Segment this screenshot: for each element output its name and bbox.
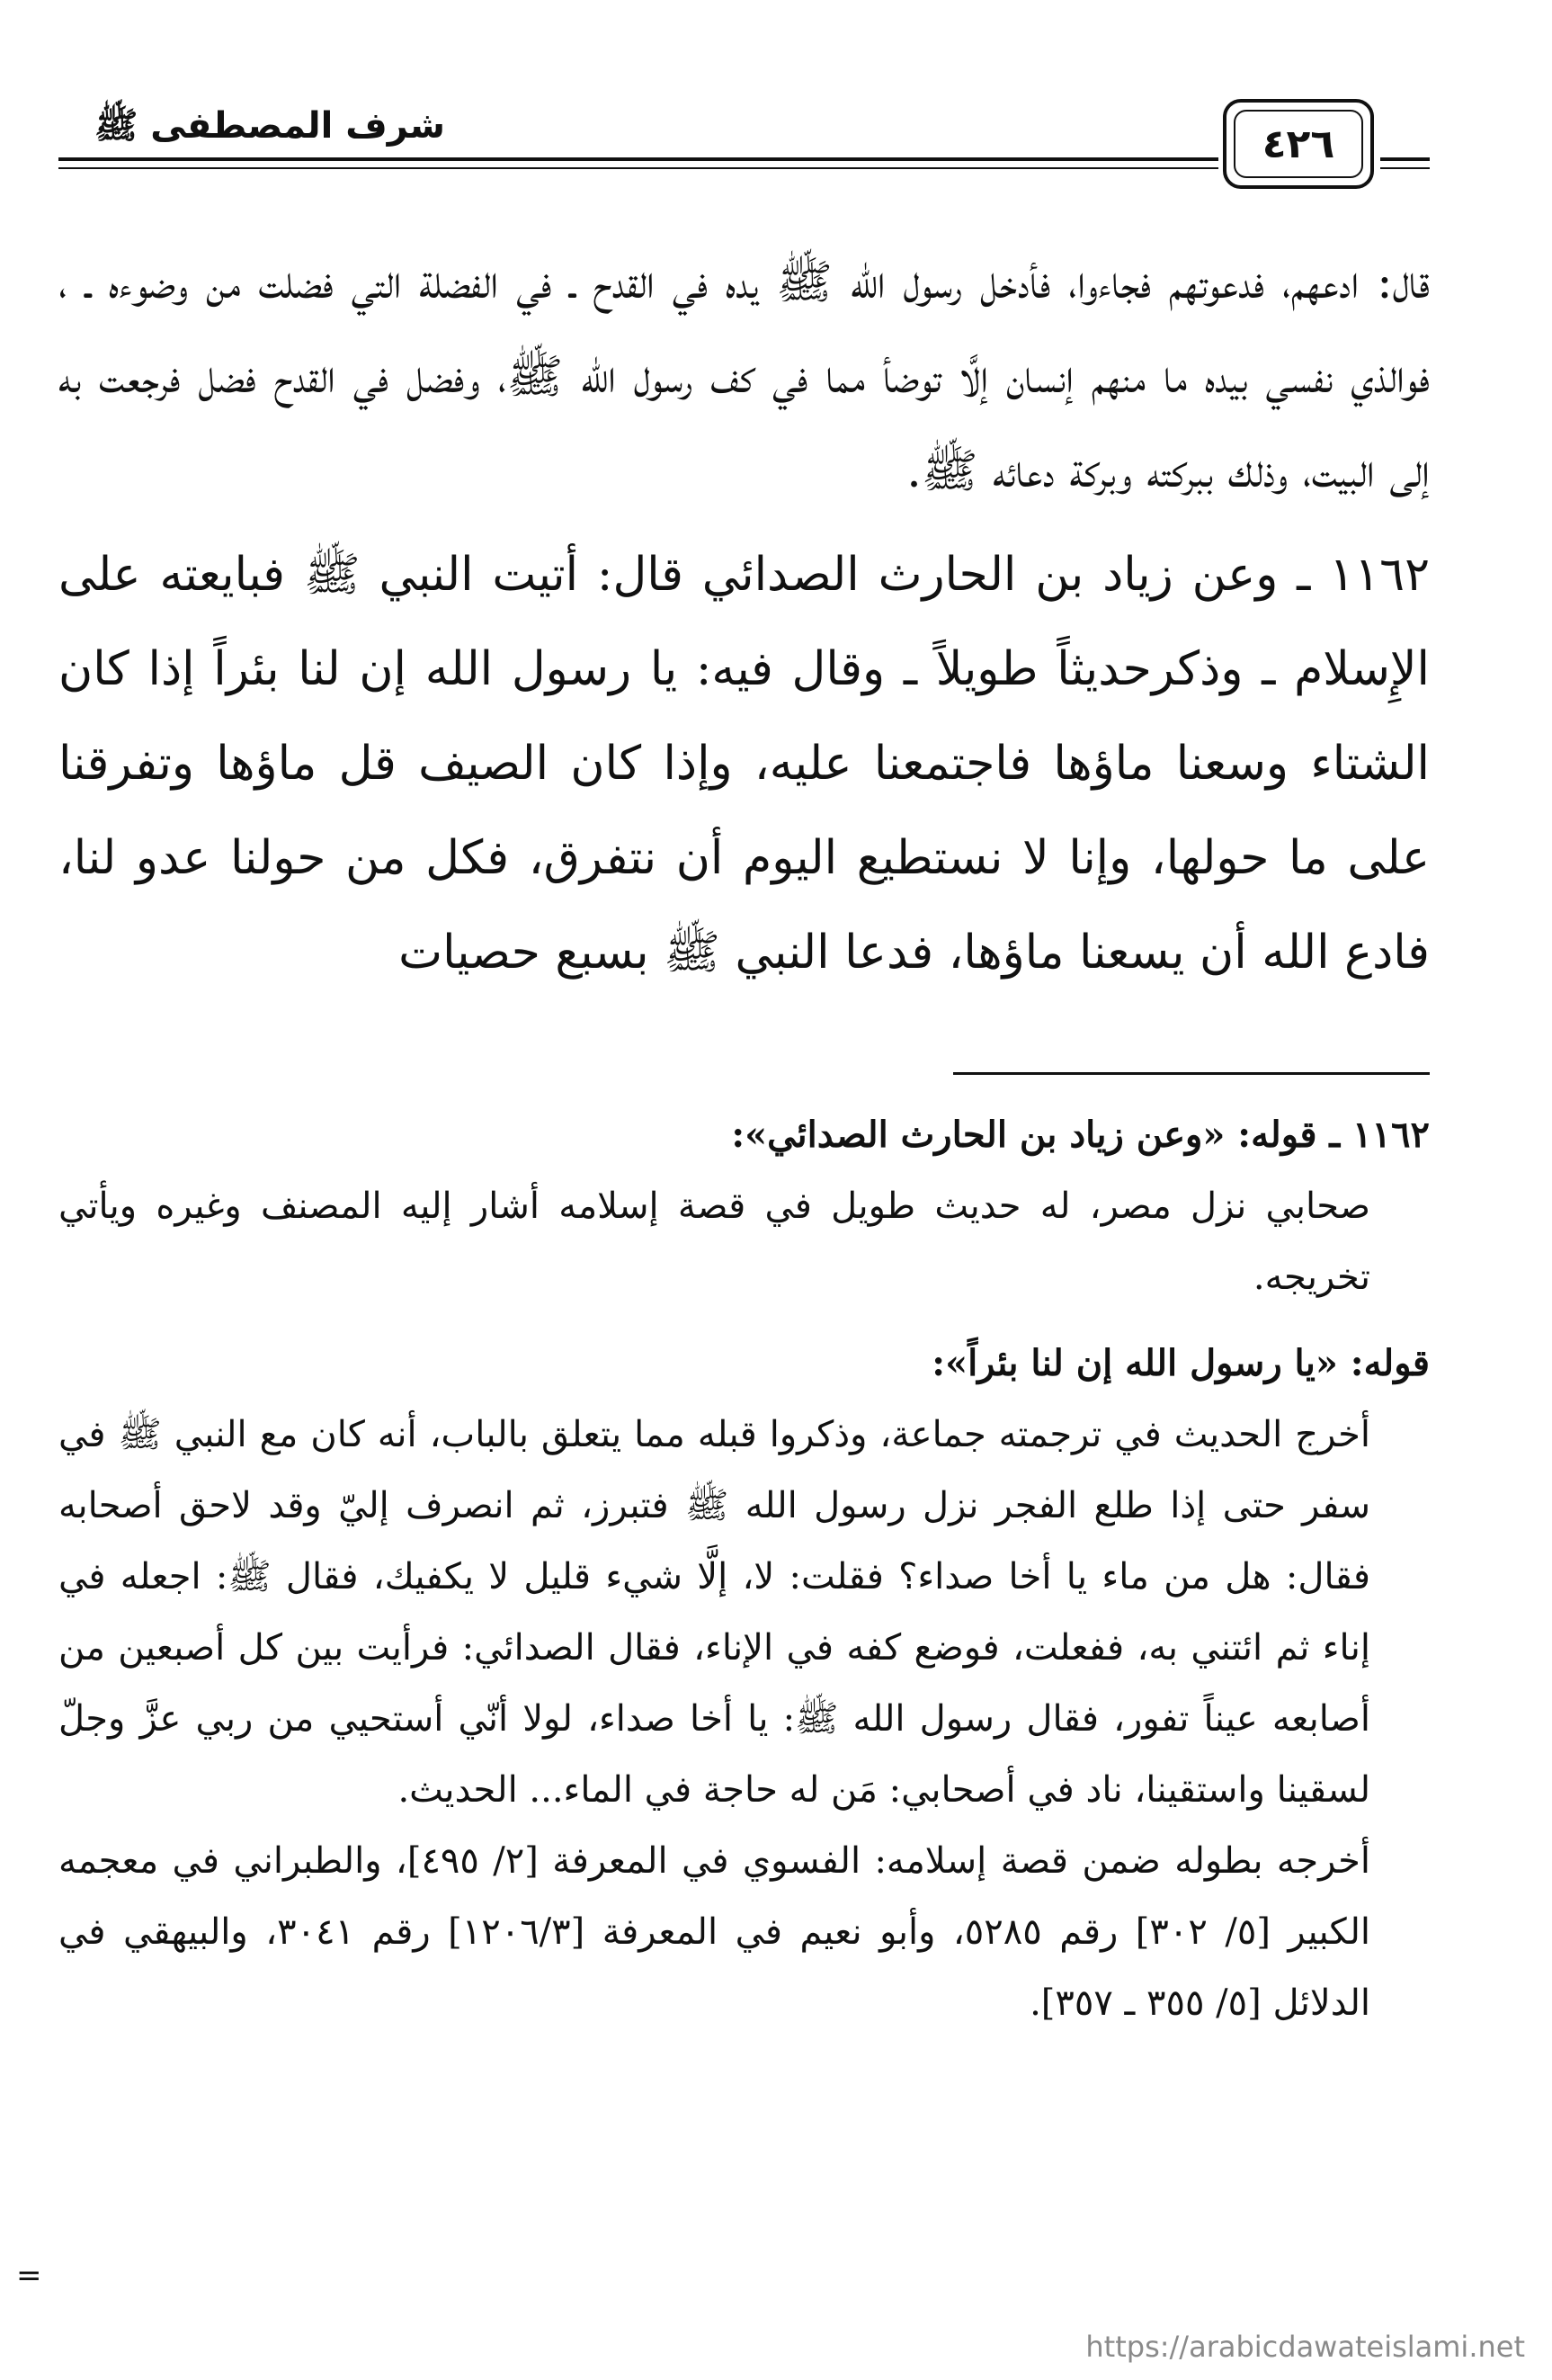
- header-rule-right-thin: [1380, 167, 1430, 169]
- main-paragraph-2: ١١٦٢ ـ وعن زياد بن الحارث الصدائي قال: أتيت النبي ﷺ فبايعته على الإِسلام ـ وذكرحديثاً طويلاً ـ وقال فيه: يا رسول الله إن لنا بئراً إذا كان الشتاء وسعنا ماؤها فاجتمعنا عليه، وإذا كان الصيف قل ماؤها وتفرقنا على ما حولها، وإنا لا نستطيع اليوم أن نتفرق، فكل من حولنا عدو لنا، فادع الله أن يسعنا ماؤها، فدعا النبي ﷺ بسبع حصيات: [58, 548, 1430, 980]
- book-title: شرف المصطفى ﷺ: [94, 105, 445, 147]
- footnote-separator: [953, 1072, 1430, 1075]
- footnote-3-body: أخرجه بطوله ضمن قصة إسلامه: الفسوي في المعرفة [٢/ ٤٩٥]، والطبراني في معجمه الكبير [٥/ ٣٠٢] رقم ٥٢٨٥، وأبو نعيم في المعرفة [١٢٠٦/٣] رقم ٣٠٤١، والبيهقي في الدلائل [٥/ ٣٥٥ ـ ٣٥٧].: [58, 1840, 1371, 2024]
- page-number-frame: [1223, 99, 1374, 189]
- footnote-2-body: أخرج الحديث في ترجمته جماعة، وذكروا قبله مما يتعلق بالباب، أنه كان مع النبي ﷺ في سفر حتى إذا طلع الفجر نزل رسول الله ﷺ فتبرز، ثم انصرف إليّ وقد لاحق أصحابه فقال: هل من ماء يا أخا صداء؟ فقلت: لا، إلَّا شيء قليل لا يكفيك، فقال ﷺ: اجعله في إناء ثم ائتني به، ففعلت، فوضع كفه في الإناء، فقال الصدائي: فرأيت بين كل أصبعين من أصابعه عيناً تفور، فقال رسول الله ﷺ: يا أخا صداء، لولا أنّي أستحيي من ربي عزَّ وجلّ لسقينا واستقينا، ناد في أصحابي: مَن له حاجة في الماء... الحديث.: [58, 1414, 1370, 1811]
- footnote-2-heading: قوله: «يا رسول الله إن لنا بئراً»:: [932, 1342, 1430, 1384]
- watermark-url: https://arabicdawateislami.net: [1085, 2330, 1525, 2364]
- header-rule-right-thick: [1380, 157, 1430, 161]
- header-rule-thin: [58, 167, 1218, 169]
- page-header: [58, 85, 1430, 202]
- footnote-1-heading: ١١٦٢ ـ قوله: «وعن زياد بن الحارث الصدائي»:: [731, 1114, 1430, 1156]
- continuation-mark: =: [16, 2258, 42, 2294]
- main-paragraph-1: قال: ادعهم، فدعوتهم فجاءوا، فأدخل رسول الله ﷺ يده في القدح ـ في الفضلة التي فضلت من وضوءه ـ ، فوالذي نفسي بيده ما منهم إنسان إلَّا توضأ مما في كف رسول الله ﷺ، وفضل في القدح فضل فرجعت به إلى البيت، وذلك ببركته وبركة دعائه ﷺ.: [58, 255, 1430, 498]
- footnote-1-body: صحابي نزل مصر، له حديث طويل في قصة إسلامه أشار إليه المصنف وغيره ويأتي تخريجه.: [58, 1186, 1370, 1298]
- page-number: ٤٢٦: [1234, 110, 1363, 178]
- main-text: [58, 236, 1430, 1000]
- header-rule-thick: [58, 157, 1218, 161]
- footnotes: [58, 1099, 1430, 2039]
